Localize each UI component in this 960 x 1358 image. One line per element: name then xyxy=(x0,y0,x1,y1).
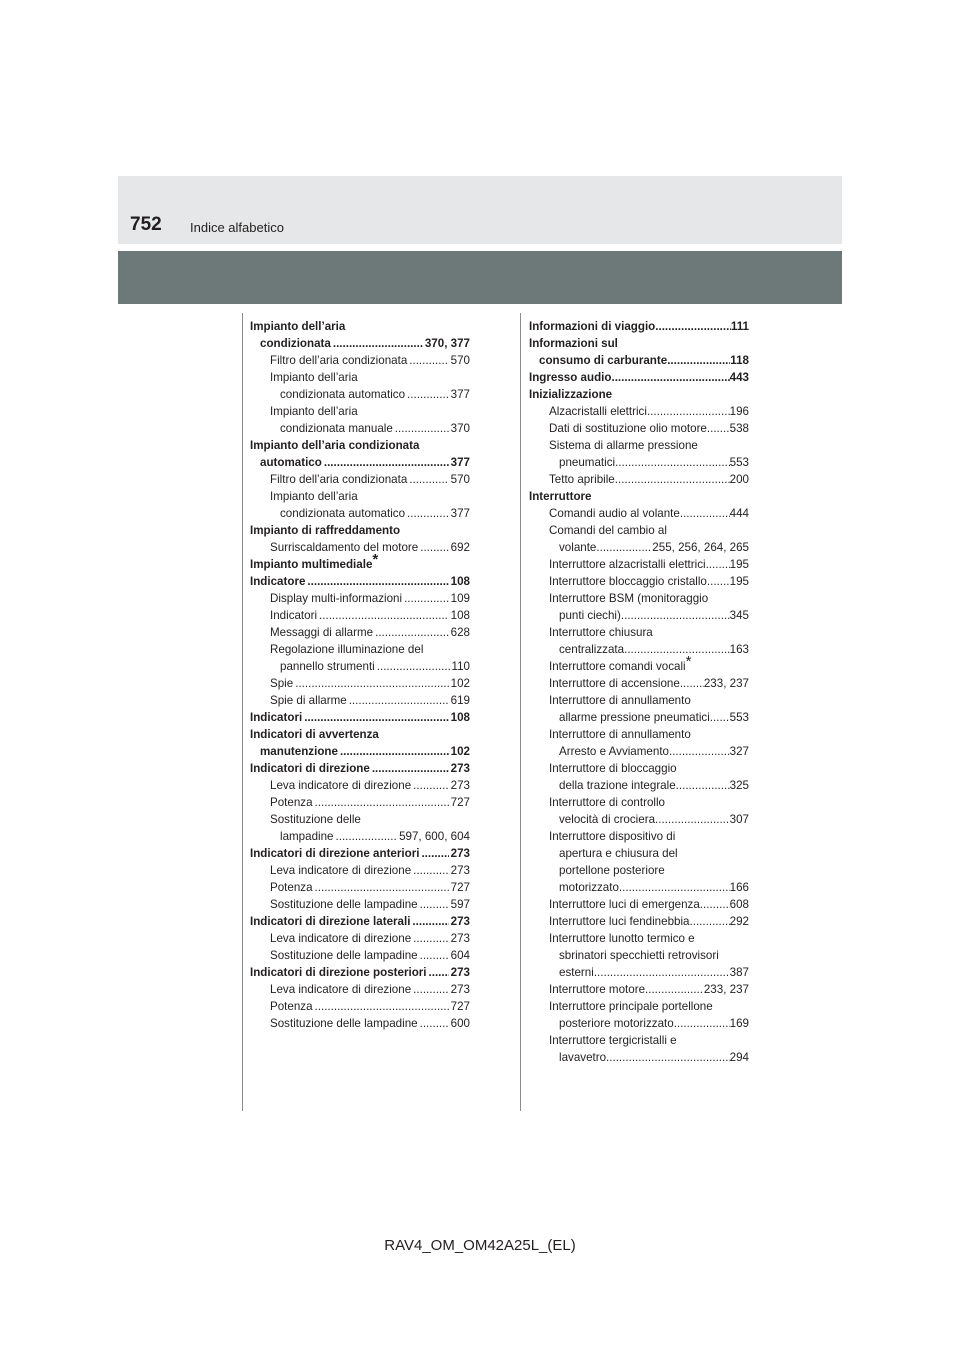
index-entry-page: 727 xyxy=(450,796,470,809)
index-entry-term: allarme pressione pneumatici xyxy=(559,711,710,724)
index-entry-page: 292 xyxy=(729,915,749,928)
index-entry-term: Interruttore principale portellone xyxy=(549,1000,713,1013)
index-entry-page: 102 xyxy=(450,745,470,758)
index-entry xyxy=(529,981,749,998)
index-entry xyxy=(529,760,749,777)
index-entry xyxy=(529,437,749,454)
index-entry-term: apertura e chiusura del xyxy=(559,847,678,860)
dot-leader xyxy=(700,896,730,913)
index-entry xyxy=(250,658,470,675)
index-entry-term: Dati di sostituzione olio motore xyxy=(549,422,707,435)
index-entry-term: automatico xyxy=(260,456,322,469)
dot-leader xyxy=(596,539,652,556)
dot-leader xyxy=(412,913,448,930)
index-entry xyxy=(250,403,470,420)
index-entry xyxy=(250,551,470,573)
index-entry-term: Sostituzione delle lampadine xyxy=(270,1017,418,1030)
index-entry xyxy=(529,998,749,1015)
index-column-1 xyxy=(250,318,470,1032)
index-entry xyxy=(250,369,470,386)
dot-leader xyxy=(349,692,449,709)
index-column-2 xyxy=(529,318,749,1066)
index-entry xyxy=(529,828,749,845)
index-entry-term: condizionata manuale xyxy=(280,422,393,435)
index-entry xyxy=(529,947,749,964)
dot-leader xyxy=(680,505,730,522)
dot-leader xyxy=(606,1049,730,1066)
index-entry-page: 255, 256, 264, 265 xyxy=(652,541,749,554)
header-dark-band xyxy=(118,251,842,304)
index-entry xyxy=(529,653,749,675)
index-entry-term: Impianto dell’aria condizionata xyxy=(250,439,420,452)
page-number: 752 xyxy=(130,214,162,235)
index-entry xyxy=(529,556,749,573)
index-entry-page: 619 xyxy=(450,694,470,707)
dot-leader xyxy=(645,981,704,998)
dot-leader xyxy=(621,607,730,624)
index-entry-term: punti ciechi) xyxy=(559,609,621,622)
index-entry xyxy=(250,930,470,947)
index-entry xyxy=(529,675,749,692)
index-entry-page: 163 xyxy=(729,643,749,656)
index-entry-term: portellone posteriore xyxy=(559,864,665,877)
index-entry-term: Interruttore dispositivo di xyxy=(549,830,676,843)
index-entry xyxy=(529,488,749,505)
index-entry-term: Inizializzazione xyxy=(529,388,613,401)
index-entry-page: 387 xyxy=(729,966,749,979)
index-entry-term: Potenza xyxy=(270,1000,313,1013)
index-entry-page: 570 xyxy=(450,473,470,486)
index-entry-term: Spie xyxy=(270,677,294,690)
index-entry xyxy=(250,794,470,811)
index-entry-page: 200 xyxy=(729,473,749,486)
index-entry xyxy=(250,386,470,403)
index-entry xyxy=(250,777,470,794)
index-entry-term: Interruttore comandi vocali xyxy=(549,660,686,673)
dot-leader xyxy=(615,471,730,488)
dot-leader xyxy=(375,624,449,641)
index-entry-page: 377 xyxy=(450,507,470,520)
dot-leader xyxy=(324,454,449,471)
index-entry-page: 727 xyxy=(450,881,470,894)
index-entry-page: 273 xyxy=(450,864,470,877)
dot-leader xyxy=(295,675,448,692)
index-entry-term: Tetto apribile xyxy=(549,473,615,486)
index-entry xyxy=(529,913,749,930)
column-divider-left xyxy=(242,313,243,1111)
index-entry xyxy=(529,624,749,641)
index-entry-term: Indicatori xyxy=(270,609,318,622)
index-entry xyxy=(250,675,470,692)
index-entry-term: Filtro dell’aria condizionata xyxy=(270,473,408,486)
index-entry-term: Interruttore luci fendinebbia xyxy=(549,915,690,928)
dot-leader xyxy=(680,675,704,692)
index-entry-page: 443 xyxy=(729,371,749,384)
dot-leader xyxy=(404,590,449,607)
dot-leader xyxy=(307,573,448,590)
index-entry xyxy=(250,624,470,641)
dot-leader xyxy=(690,913,730,930)
index-entry-page: 553 xyxy=(729,456,749,469)
index-entry-term: Interruttore BSM (monitoraggio xyxy=(549,592,709,605)
index-entry xyxy=(250,352,470,369)
index-entry-term: Surriscaldamento del motore xyxy=(270,541,419,554)
asterisk-icon: * xyxy=(372,551,379,569)
index-entry-term: Indicatori di direzione anteriori xyxy=(250,847,420,860)
dot-leader xyxy=(647,403,730,420)
dot-leader xyxy=(319,607,449,624)
index-entry-page: 110 xyxy=(451,660,470,673)
index-entry xyxy=(529,573,749,590)
index-entry-term: velocità di crociera xyxy=(559,813,656,826)
index-entry xyxy=(250,437,470,454)
index-entry xyxy=(529,352,749,369)
index-entry-term: posteriore motorizzato xyxy=(559,1017,674,1030)
index-entry-term: motorizzato xyxy=(559,881,619,894)
index-entry-page: 370, 377 xyxy=(424,337,470,350)
dot-leader xyxy=(409,471,448,488)
index-entry-term: Interruttore xyxy=(529,490,592,503)
index-entry xyxy=(250,743,470,760)
dot-leader xyxy=(655,811,730,828)
index-entry xyxy=(529,964,749,981)
index-entry-term: Sostituzione delle lampadine xyxy=(270,898,418,911)
index-entry xyxy=(529,743,749,760)
index-entry-term: Leva indicatore di direzione xyxy=(270,779,412,792)
index-entry-page: 196 xyxy=(729,405,749,418)
index-entry xyxy=(529,522,749,539)
index-entry-page: 109 xyxy=(450,592,470,605)
index-entry-term: centralizzata xyxy=(559,643,625,656)
index-entry-page: 273 xyxy=(450,932,470,945)
dot-leader xyxy=(420,1015,449,1032)
index-entry-page: 118 xyxy=(730,354,749,367)
dot-leader xyxy=(413,930,449,947)
model-code-footer: RAV4_OM_OM42A25L_(EL) xyxy=(384,1237,576,1254)
index-entry-page: 233, 237 xyxy=(703,677,749,690)
index-entry-page: 108 xyxy=(450,575,470,588)
index-entry-page: 325 xyxy=(729,779,749,792)
dot-leader xyxy=(707,573,730,590)
dot-leader xyxy=(594,964,730,981)
index-entry-term: lavavetro xyxy=(559,1051,607,1064)
index-entry-term: condizionata automatico xyxy=(280,507,406,520)
index-entry xyxy=(529,709,749,726)
index-entry xyxy=(250,505,470,522)
dot-leader xyxy=(669,743,730,760)
index-entry xyxy=(250,590,470,607)
index-entry xyxy=(250,862,470,879)
index-entry-page: 377 xyxy=(450,456,470,469)
index-entry xyxy=(250,811,470,828)
index-entry xyxy=(250,1015,470,1032)
index-entry xyxy=(250,539,470,556)
index-entry-page: 294 xyxy=(729,1051,749,1064)
index-entry xyxy=(250,607,470,624)
index-entry xyxy=(250,318,470,335)
index-entry-term: Interruttore motore xyxy=(549,983,646,996)
index-entry xyxy=(250,488,470,505)
dot-leader xyxy=(420,947,449,964)
index-entry-page: 597, 600, 604 xyxy=(399,830,470,843)
index-entry-page: 345 xyxy=(729,609,749,622)
index-entry xyxy=(529,454,749,471)
index-entry-term: Comandi del cambio al xyxy=(549,524,667,537)
index-entry-page: 102 xyxy=(450,677,470,690)
dot-leader xyxy=(421,845,448,862)
index-entry-page: 553 xyxy=(729,711,749,724)
dot-leader xyxy=(619,879,730,896)
index-entry-page: 377 xyxy=(450,388,470,401)
index-entry-term: Interruttore di accensione xyxy=(549,677,680,690)
index-entry-term: Interruttore di annullamento xyxy=(549,728,691,741)
index-entry-page: 273 xyxy=(450,966,470,979)
dot-leader xyxy=(420,539,448,556)
index-entry-page: 195 xyxy=(729,558,749,571)
index-entry-page: 169 xyxy=(729,1017,749,1030)
dot-leader xyxy=(336,828,398,845)
index-entry-page: 273 xyxy=(450,915,470,928)
index-entry xyxy=(529,777,749,794)
index-entry xyxy=(529,420,749,437)
index-entry-term: condizionata automatico xyxy=(280,388,406,401)
index-entry-term: Interruttore bloccaggio cristallo xyxy=(549,575,707,588)
index-entry-page: 307 xyxy=(729,813,749,826)
index-entry-term: Potenza xyxy=(270,796,313,809)
index-entry-page: 608 xyxy=(729,898,749,911)
index-entry-page: 604 xyxy=(450,949,470,962)
index-entry xyxy=(529,726,749,743)
index-entry-term: Arresto e Avviamento xyxy=(559,745,669,758)
index-entry-page: 597 xyxy=(450,898,470,911)
index-entry-term: pneumatici xyxy=(559,456,616,469)
index-entry xyxy=(529,505,749,522)
index-entry-page: 600 xyxy=(450,1017,470,1030)
dot-leader xyxy=(315,879,449,896)
dot-leader xyxy=(413,862,449,879)
index-entry-page: 111 xyxy=(730,320,749,333)
index-entry-term: Messaggi di allarme xyxy=(270,626,374,639)
index-entry-term: Regolazione illuminazione del xyxy=(270,643,424,656)
index-entry-term: Sostituzione delle lampadine xyxy=(270,949,418,962)
index-entry xyxy=(529,471,749,488)
index-entry-term: esterni xyxy=(559,966,594,979)
index-entry xyxy=(529,845,749,862)
index-entry-term: Informazioni sul xyxy=(529,337,618,350)
index-entry-page: 444 xyxy=(729,507,749,520)
index-entry-term: Interruttore chiusura xyxy=(549,626,653,639)
index-entry-term: Spie di allarme xyxy=(270,694,347,707)
index-entry xyxy=(250,471,470,488)
index-entry xyxy=(250,726,470,743)
index-entry xyxy=(529,692,749,709)
index-entry-term: Leva indicatore di direzione xyxy=(270,932,412,945)
index-entry xyxy=(529,930,749,947)
index-entry-page: 370 xyxy=(450,422,470,435)
index-entry xyxy=(250,998,470,1015)
index-entry-term: Potenza xyxy=(270,881,313,894)
index-entry xyxy=(529,318,749,335)
index-entry xyxy=(250,335,470,352)
index-entry xyxy=(529,641,749,658)
index-entry xyxy=(250,981,470,998)
dot-leader xyxy=(420,896,449,913)
dot-leader xyxy=(407,386,449,403)
dot-leader xyxy=(372,760,449,777)
index-entry-term: Indicatore xyxy=(250,575,306,588)
index-entry xyxy=(250,964,470,981)
index-entry-term: Interruttore luci di emergenza xyxy=(549,898,700,911)
index-entry-term: condizionata xyxy=(260,337,331,350)
index-entry-term: Interruttore tergicristalli e xyxy=(549,1034,677,1047)
index-entry-term: Indicatori di direzione laterali xyxy=(250,915,411,928)
index-entry xyxy=(529,607,749,624)
index-entry xyxy=(529,539,749,556)
index-entry-term: Sistema di allarme pressione xyxy=(549,439,698,452)
index-entry-term: Indicatori di direzione posteriori xyxy=(250,966,427,979)
index-entry xyxy=(250,692,470,709)
index-entry xyxy=(250,947,470,964)
index-entry-term: Ingresso audio xyxy=(529,371,612,384)
dot-leader xyxy=(676,777,730,794)
dot-leader xyxy=(655,318,731,335)
index-entry xyxy=(529,403,749,420)
index-entry xyxy=(529,862,749,879)
index-entry xyxy=(250,845,470,862)
dot-leader xyxy=(413,777,449,794)
index-entry-term: Leva indicatore di direzione xyxy=(270,864,412,877)
index-entry xyxy=(529,896,749,913)
dot-leader xyxy=(340,743,449,760)
index-entry-term: Alzacristalli elettrici xyxy=(549,405,647,418)
index-entry-term: Indicatori di avvertenza xyxy=(250,728,379,741)
index-entry-page: 273 xyxy=(450,779,470,792)
dot-leader xyxy=(615,454,730,471)
index-entry-page: 108 xyxy=(450,711,470,724)
index-entry-page: 233, 237 xyxy=(703,983,749,996)
dot-leader xyxy=(707,420,730,437)
index-entry-page: 538 xyxy=(729,422,749,435)
index-entry xyxy=(529,386,749,403)
index-entry xyxy=(529,590,749,607)
dot-leader xyxy=(667,352,730,369)
index-entry-term: manutenzione xyxy=(260,745,338,758)
dot-leader xyxy=(611,369,729,386)
index-entry-term: sbrinatori specchietti retrovisori xyxy=(559,949,719,962)
index-entry xyxy=(250,879,470,896)
index-entry-term: della trazione integrale xyxy=(559,779,676,792)
index-entry-term: Interruttore di annullamento xyxy=(549,694,691,707)
index-entry-term: Impianto multimediale xyxy=(250,558,373,571)
index-entry-term: Impianto dell’aria xyxy=(270,405,358,418)
dot-leader xyxy=(413,981,449,998)
index-entry xyxy=(529,1015,749,1032)
index-entry-page: 727 xyxy=(450,1000,470,1013)
index-entry-term: Indicatori xyxy=(250,711,303,724)
index-entry-term: pannello strumenti xyxy=(280,660,375,673)
index-entry xyxy=(529,811,749,828)
index-entry-term: Sostituzione delle xyxy=(270,813,361,826)
index-entry-term: Interruttore alzacristalli elettrici xyxy=(549,558,706,571)
index-entry-term: consumo di carburante xyxy=(539,354,668,367)
index-entry-term: Impianto dell’aria xyxy=(250,320,346,333)
index-entry-page: 108 xyxy=(450,609,470,622)
index-entry xyxy=(250,454,470,471)
index-entry-term: Interruttore di controllo xyxy=(549,796,665,809)
index-entry-page: 628 xyxy=(450,626,470,639)
dot-leader xyxy=(333,335,423,352)
index-entry xyxy=(250,896,470,913)
index-entry-term: Indicatori di direzione xyxy=(250,762,370,775)
column-divider-middle xyxy=(520,313,521,1111)
index-entry-term: Leva indicatore di direzione xyxy=(270,983,412,996)
index-entry-page: 273 xyxy=(450,983,470,996)
asterisk-icon: * xyxy=(685,653,692,671)
index-entry-page: 166 xyxy=(729,881,749,894)
index-entry-term: Display multi-informazioni xyxy=(270,592,403,605)
index-entry-term: Filtro dell’aria condizionata xyxy=(270,354,408,367)
index-entry-page: 570 xyxy=(450,354,470,367)
index-entry-term: Impianto dell’aria xyxy=(270,490,358,503)
index-entry-term: Informazioni di viaggio xyxy=(529,320,656,333)
index-entry-term: lampadine xyxy=(280,830,334,843)
index-entry-page: 195 xyxy=(729,575,749,588)
index-entry-page: 692 xyxy=(450,541,470,554)
dot-leader xyxy=(624,641,730,658)
index-entry-page: 273 xyxy=(450,762,470,775)
index-entry xyxy=(529,369,749,386)
dot-leader xyxy=(710,709,730,726)
index-entry xyxy=(250,420,470,437)
dot-leader xyxy=(395,420,449,437)
dot-leader xyxy=(407,505,449,522)
section-title: Indice alfabetico xyxy=(190,220,284,235)
index-entry-page: 273 xyxy=(450,847,470,860)
index-entry xyxy=(529,879,749,896)
index-entry xyxy=(250,641,470,658)
index-entry xyxy=(250,522,470,539)
index-entry xyxy=(529,1049,749,1066)
index-entry xyxy=(250,828,470,845)
index-entry xyxy=(529,794,749,811)
index-entry-term: Impianto dell’aria xyxy=(270,371,358,384)
dot-leader xyxy=(674,1015,730,1032)
dot-leader xyxy=(304,709,448,726)
index-entry xyxy=(250,760,470,777)
dot-leader xyxy=(315,998,449,1015)
index-entry-term: Interruttore lunotto termico e xyxy=(549,932,695,945)
index-entry-page: 327 xyxy=(729,745,749,758)
index-entry-term: Impianto di raffreddamento xyxy=(250,524,401,537)
index-entry xyxy=(250,709,470,726)
index-entry xyxy=(250,573,470,590)
dot-leader xyxy=(429,964,449,981)
index-entry-term: Comandi audio al volante xyxy=(549,507,680,520)
index-entry xyxy=(529,335,749,352)
index-entry xyxy=(529,1032,749,1049)
dot-leader xyxy=(706,556,730,573)
index-entry xyxy=(250,913,470,930)
dot-leader xyxy=(315,794,449,811)
index-entry-term: volante xyxy=(559,541,597,554)
index-entry-term: Interruttore di bloccaggio xyxy=(549,762,677,775)
dot-leader xyxy=(409,352,448,369)
dot-leader xyxy=(377,658,450,675)
